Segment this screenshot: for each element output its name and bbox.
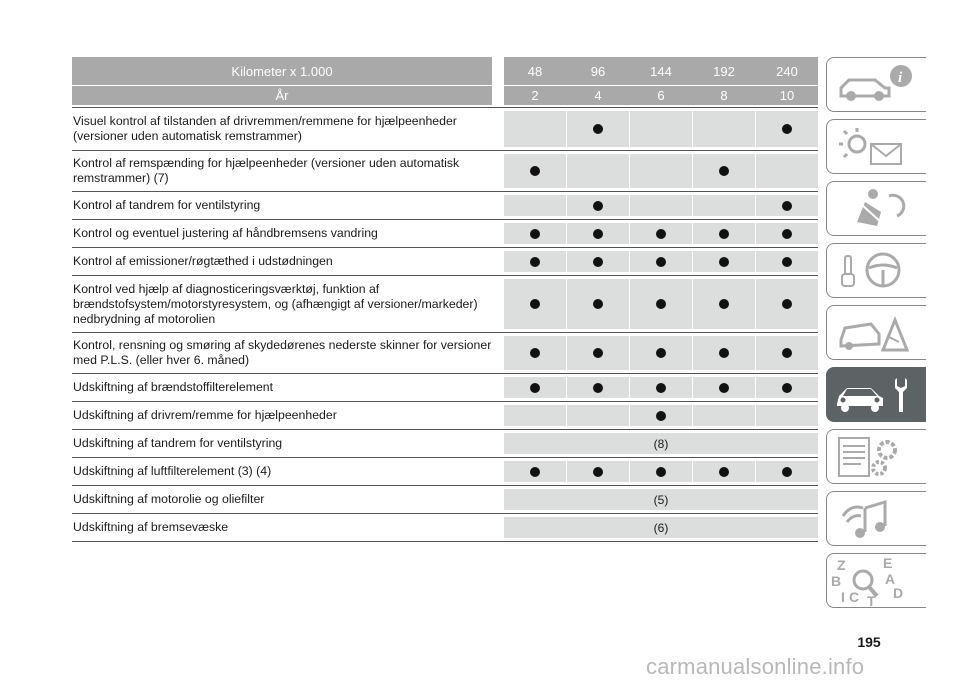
table-row [72,373,818,401]
service-dot-icon [530,299,540,309]
year-value: 2 [531,88,539,103]
interval-cell [756,195,818,216]
index-letter: B [831,573,842,589]
interval-cell [693,223,755,244]
service-dot-icon [719,467,729,477]
interval-cell [693,195,755,216]
interval-cells [504,336,818,370]
interval-cell [693,336,755,370]
table-row [72,191,818,219]
interval-cell [630,405,692,426]
interval-cell [693,461,755,482]
seatbelt-airbag-icon [827,182,926,236]
table-row [72,513,818,542]
table-row [72,275,818,332]
row-description: Udskiftning af bremsevæske [73,520,229,534]
interval-cell [567,251,629,272]
km-value: 144 [650,63,672,79]
maintenance-schedule-table [72,57,818,542]
interval-cell [567,223,629,244]
row-description: Udskiftning af tandrem for ventilstyring [73,436,283,450]
tab-safety[interactable] [826,181,926,236]
interval-cell [693,377,755,398]
table-row [72,107,818,150]
interval-cell [693,405,755,426]
interval-cell [630,154,692,188]
interval-cell [567,154,629,188]
watermark: carmanualsonline.info [646,654,865,679]
year-value: 8 [720,88,728,103]
interval-cell [630,223,692,244]
tab-technical-data[interactable] [826,429,926,484]
interval-cell [630,111,692,147]
service-dot-icon [782,124,792,134]
interval-cell [504,195,566,216]
interval-cell [504,154,566,188]
warning-lights-message-icon [827,120,926,174]
interval-cell [756,405,818,426]
service-dot-icon [782,201,792,211]
tab-index[interactable] [826,553,926,608]
table-row [72,401,818,429]
interval-cell [504,405,566,426]
year-header-label: År [275,88,289,103]
index-letter: Z [837,557,846,573]
index-letter: I [841,589,845,605]
interval-cells [504,154,818,188]
service-dot-icon [719,257,729,267]
service-dot-icon [530,166,540,176]
interval-cells [504,405,818,426]
interval-cell [504,461,566,482]
table-row [72,429,818,457]
car-wrench-maintenance-icon [827,368,926,422]
km-header-label: Kilometer x 1.000 [231,63,333,79]
service-dot-icon [719,348,729,358]
chapter-tabs [826,57,928,615]
interval-cell [693,251,755,272]
service-dot-icon [593,124,603,134]
row-description: Kontrol, rensning og smøring af skydedørenes nederste skinner for versioner med P.L.S. (eller hver 6. måned) [73,338,492,367]
service-dot-icon [782,257,792,267]
interval-cells [504,377,818,398]
service-dot-icon [530,229,540,239]
interval-cell [567,377,629,398]
interval-cell [756,111,818,147]
row-description: Kontrol af tandrem for ventilstyring [73,198,261,212]
interval-cell [567,336,629,370]
service-dot-icon [593,467,603,477]
table-row [72,457,818,485]
service-dot-icon [782,348,792,358]
interval-cells [504,461,818,482]
car-info-icon [827,58,926,112]
row-description: Udskiftning af luftfilterelement (3) (4) [73,464,272,478]
service-dot-icon [530,383,540,393]
km-value: 240 [776,63,798,79]
service-dot-icon [593,229,603,239]
year-header-row [72,86,818,105]
alphabetical-index-search-icon [827,554,926,608]
interval-cell [756,377,818,398]
km-value: 96 [590,63,606,79]
interval-note: (6) [504,517,818,538]
service-dot-icon [593,299,603,309]
interval-cell [504,377,566,398]
tab-maintenance[interactable] [826,367,926,422]
service-dot-icon [593,257,603,267]
table-row [72,247,818,275]
svg-text:i: i [898,70,903,86]
interval-note: (5) [504,489,818,510]
interval-cell [504,223,566,244]
service-dot-icon [782,229,792,239]
service-dot-icon [656,299,666,309]
table-row [72,219,818,247]
interval-cell [504,111,566,147]
interval-cell [567,461,629,482]
row-description: Kontrol af remspænding for hjælpeenheder (versioner uden automatisk remstrammer) (7) [73,156,460,185]
tab-emergency[interactable] [826,305,926,360]
year-value: 6 [657,88,665,103]
interval-cell [504,336,566,370]
service-dot-icon [656,411,666,421]
page-number: 195 [857,634,881,650]
service-dot-icon [719,166,729,176]
service-dot-icon [656,348,666,358]
index-letter: C [849,589,860,605]
service-dot-icon [719,229,729,239]
interval-cell [567,279,629,329]
row-description: Kontrol og eventuel justering af håndbremsens vandring [73,226,378,240]
service-dot-icon [719,383,729,393]
interval-cell [630,251,692,272]
interval-cell [567,111,629,147]
km-value: 192 [713,63,735,79]
service-dot-icon [719,299,729,309]
table-body [72,107,818,542]
km-header-row [72,57,818,85]
interval-cell [630,279,692,329]
index-letter: A [885,571,896,587]
multimedia-music-icon [827,492,926,546]
service-dot-icon [593,348,603,358]
interval-cell [756,223,818,244]
interval-cell [630,377,692,398]
year-value: 10 [779,88,795,103]
service-dot-icon [593,201,603,211]
service-dot-icon [656,257,666,267]
tab-warning-lights[interactable] [826,119,926,174]
interval-cell [756,336,818,370]
service-dot-icon [530,257,540,267]
key-steering-wheel-icon [827,244,926,298]
service-dot-icon [782,383,792,393]
interval-cell [504,279,566,329]
service-dot-icon [593,383,603,393]
service-dot-icon [530,348,540,358]
service-dot-icon [656,383,666,393]
service-dot-icon [530,467,540,477]
interval-cell [756,251,818,272]
tab-car-info[interactable] [826,57,926,112]
interval-cell [630,336,692,370]
interval-cells [504,195,818,216]
interval-cells [504,223,818,244]
interval-note: (8) [504,433,818,454]
interval-cell [504,251,566,272]
interval-cell [630,461,692,482]
service-dot-icon [782,299,792,309]
service-dot-icon [656,467,666,477]
interval-cell [567,405,629,426]
row-description: Kontrol ved hjælp af diagnosticeringsværktøj, funktion af brændstofsystem/motorstyresystem, og (afhængigt af versioner/markeder) nedbrydning af motorolien [73,281,478,326]
row-description: Udskiftning af motorolie og oliefilter [73,492,265,506]
tab-multimedia[interactable] [826,491,926,546]
interval-cell [756,279,818,329]
service-dot-icon [656,229,666,239]
service-dot-icon [782,467,792,477]
interval-cell [756,461,818,482]
interval-cells [504,251,818,272]
interval-cell [567,195,629,216]
interval-cell [693,279,755,329]
row-description: Kontrol af emissioner/røgtæthed i udstødningen [73,254,333,268]
row-description: Udskiftning af drivrem/remme for hjælpeenheder [73,408,337,422]
interval-cells [504,111,818,147]
interval-cell [693,154,755,188]
car-emergency-icon [827,306,926,360]
index-letter: D [893,585,904,601]
interval-cell [756,154,818,188]
table-row [72,485,818,513]
tab-starting-driving[interactable] [826,243,926,298]
interval-cell [630,195,692,216]
specifications-gears-icon [827,430,926,484]
km-value: 48 [527,63,543,79]
table-row [72,150,818,191]
table-row [72,332,818,373]
index-letter: E [883,555,893,571]
year-value: 4 [594,88,602,103]
interval-cells [504,279,818,329]
index-letter: T [867,593,876,609]
row-description: Udskiftning af brændstoffilterelement [73,380,274,394]
interval-cell [693,111,755,147]
row-description: Visuel kontrol af tilstanden af drivremmen/remmene for hjælpeenheder (versioner uden automatisk remstrammer) [73,114,457,143]
